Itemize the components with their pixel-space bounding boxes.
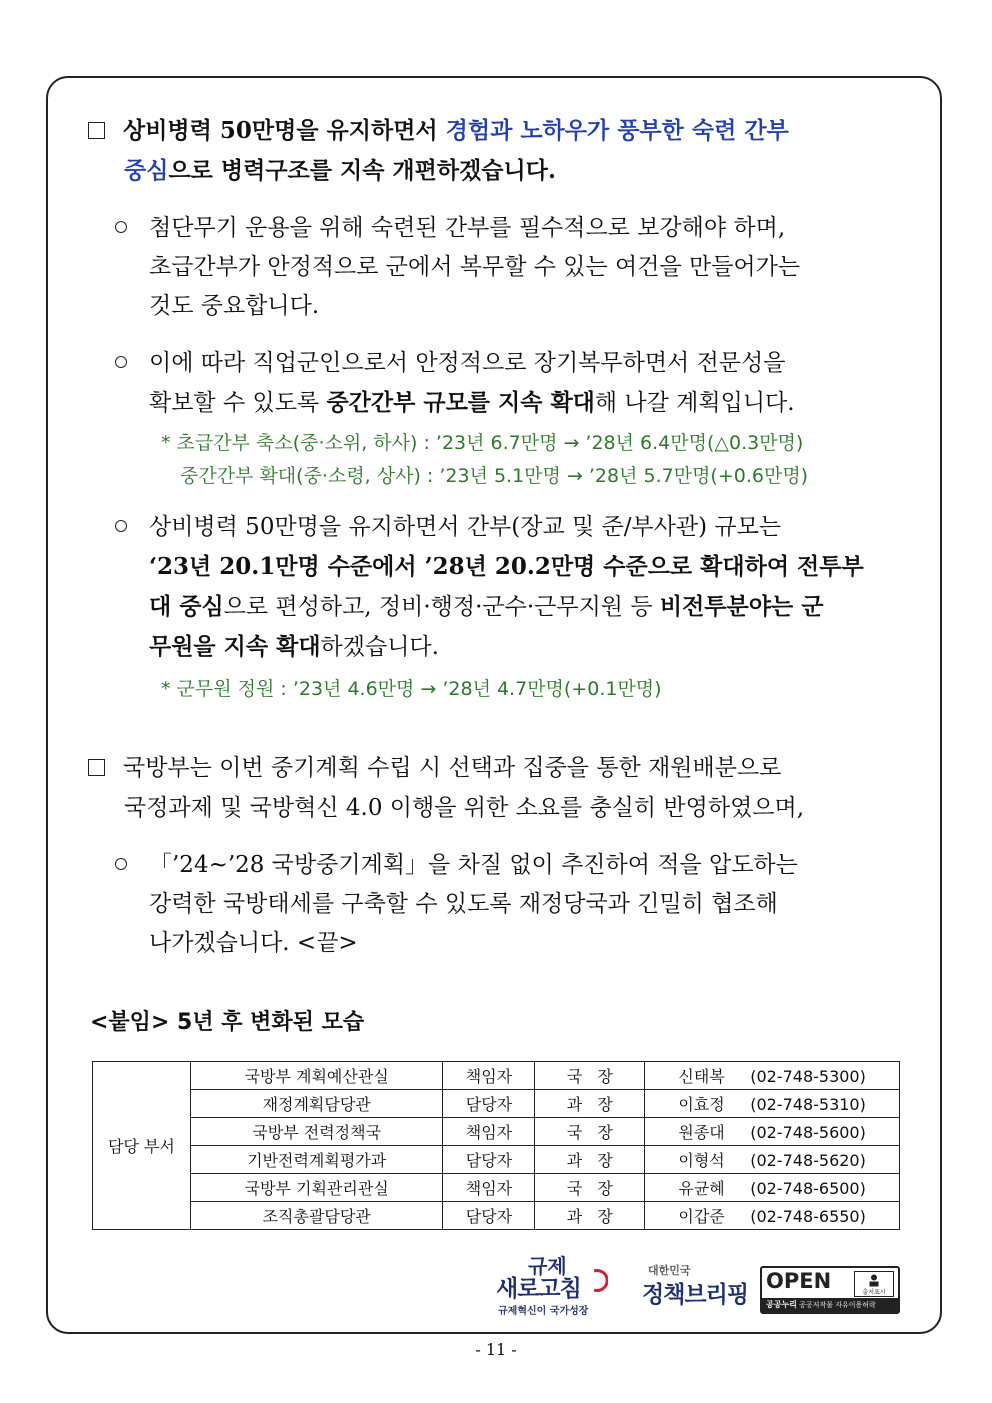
note-junior-officers: * 초급간부 축소(중·소위, 하사) : ’23년 6.7만명 → ’28년 6.4만명(△0.3만명) (161, 432, 804, 454)
section1-p3-line3: 대 중심으로 편성하고, 정비·행정·군수·근무지원 등 비전투분야는 군 (149, 593, 824, 620)
section1-heading-line2: 중심으로 병력구조를 지속 개편하겠습니다. (124, 157, 556, 184)
note-mid-officers: 중간간부 확대(중·소령, 상사) : ’23년 5.1만명 → ’28년 5.7만명(+0.6만명) (180, 465, 809, 487)
org-cell: 기반전력계획평가과 (190, 1146, 443, 1174)
section1-p1-line3: 것도 중요합니다. (149, 293, 320, 319)
role-cell: 담당자 (443, 1202, 535, 1230)
bullet-circle-icon (115, 858, 127, 870)
title-cell: 국 장 (535, 1174, 645, 1202)
checkbox-square-icon (88, 759, 105, 776)
section1-heading-line1: 상비병력 50만명을 유지하면서 경험과 노하우가 풍부한 숙련 간부 (88, 116, 789, 146)
table-row (93, 1174, 900, 1202)
role-cell: 담당자 (443, 1090, 535, 1118)
name-phone-cell: 유균혜 (02-748-6500) (645, 1174, 900, 1202)
section1-p2-line1: 이에 따라 직업군인으로서 안정적으로 장기복무하면서 전문성을 (115, 348, 785, 378)
attribution-badge: 출처표시 (854, 1271, 894, 1297)
kogl-open-logo: OPEN 출처표시 공공누리 공공저작물 자유이용허락 (760, 1266, 900, 1314)
checkbox-square-icon (88, 122, 105, 139)
org-cell: 국방부 기획관리관실 (190, 1174, 443, 1202)
org-cell: 국방부 전력정책국 (190, 1118, 443, 1146)
note-civilians: * 군무원 정원 : ’23년 4.6만명 → ’28년 4.7만명(+0.1만명) (161, 678, 662, 700)
dept-label: 담당 부서 (93, 1062, 191, 1230)
section2-line2: 국정과제 및 국방혁신 4.0 이행을 위한 소요를 충실히 반영하였으며, (124, 795, 805, 821)
bullet-circle-icon (115, 356, 127, 368)
section2-p1-line1: 「’24~’28 국방중기계획」을 차질 없이 추진하여 적을 압도하는 (115, 850, 798, 880)
bullet-circle-icon (115, 520, 127, 532)
section1-p1-line1: 첨단무기 운용을 위해 숙련된 간부를 필수적으로 보강해야 하며, (115, 213, 785, 243)
role-cell: 책임자 (443, 1174, 535, 1202)
section2-p1-line3: 나가겠습니다. <끝> (149, 930, 358, 956)
table-row (93, 1146, 900, 1174)
title-cell: 과 장 (535, 1146, 645, 1174)
section1-p2-line2: 확보할 수 있도록 중간간부 규모를 지속 확대해 나갈 계획입니다. (149, 389, 795, 416)
bullet-circle-icon (115, 221, 127, 233)
kogl-sub-bar: 공공누리 공공저작물 자유이용허락 (762, 1298, 898, 1312)
table-row (93, 1202, 900, 1230)
name-phone-cell: 이갑준 (02-748-6550) (645, 1202, 900, 1230)
contact-table (92, 1061, 900, 1230)
person-icon (868, 1274, 880, 1287)
org-cell: 재정계획담당관 (190, 1090, 443, 1118)
name-phone-cell: 이효정 (02-748-5310) (645, 1090, 900, 1118)
title-cell: 과 장 (535, 1090, 645, 1118)
attachment-heading: <붙임> 5년 후 변화된 모습 (90, 1010, 365, 1035)
role-cell: 책임자 (443, 1118, 535, 1146)
title-cell: 국 장 (535, 1062, 645, 1090)
section1-p3-line1: 상비병력 50만명을 유지하면서 간부(장교 및 준/부사관) 규모는 (115, 512, 781, 542)
title-cell: 과 장 (535, 1202, 645, 1230)
section2-p1-line2: 강력한 국방태세를 구축할 수 있도록 재정당국과 긴밀히 협조해 (149, 891, 778, 917)
org-cell: 국방부 계획예산관실 (190, 1062, 443, 1090)
title-cell: 국 장 (535, 1118, 645, 1146)
section1-p3-line4: 무원을 지속 확대하겠습니다. (149, 633, 439, 660)
regulation-refresh-logo: 규제 새로고침 규제혁신이 국가성장 (492, 1250, 612, 1320)
name-phone-cell: 원종대 (02-748-5600) (645, 1118, 900, 1146)
policy-briefing-logo: 대한민국 정책브리핑 (642, 1264, 749, 1308)
table-row (93, 1118, 900, 1146)
section2-line1: 국방부는 이번 중기계획 수립 시 선택과 집중을 통한 재원배분으로 (88, 753, 781, 783)
page-number: - 11 - (475, 1340, 517, 1359)
section1-p3-line2: ‘23년 20.1만명 수준에서 ’28년 20.2만명 수준으로 확대하여 전투부 (149, 553, 864, 580)
refresh-arc-icon (590, 1268, 608, 1294)
role-cell: 책임자 (443, 1062, 535, 1090)
section1-p1-line2: 초급간부가 안정적으로 군에서 복무할 수 있는 여건을 만들어가는 (149, 254, 801, 280)
table-row (93, 1090, 900, 1118)
table-row (93, 1062, 900, 1090)
org-cell: 조직총괄담당관 (190, 1202, 443, 1230)
name-phone-cell: 이형석 (02-748-5620) (645, 1146, 900, 1174)
role-cell: 담당자 (443, 1146, 535, 1174)
name-phone-cell: 신태복 (02-748-5300) (645, 1062, 900, 1090)
